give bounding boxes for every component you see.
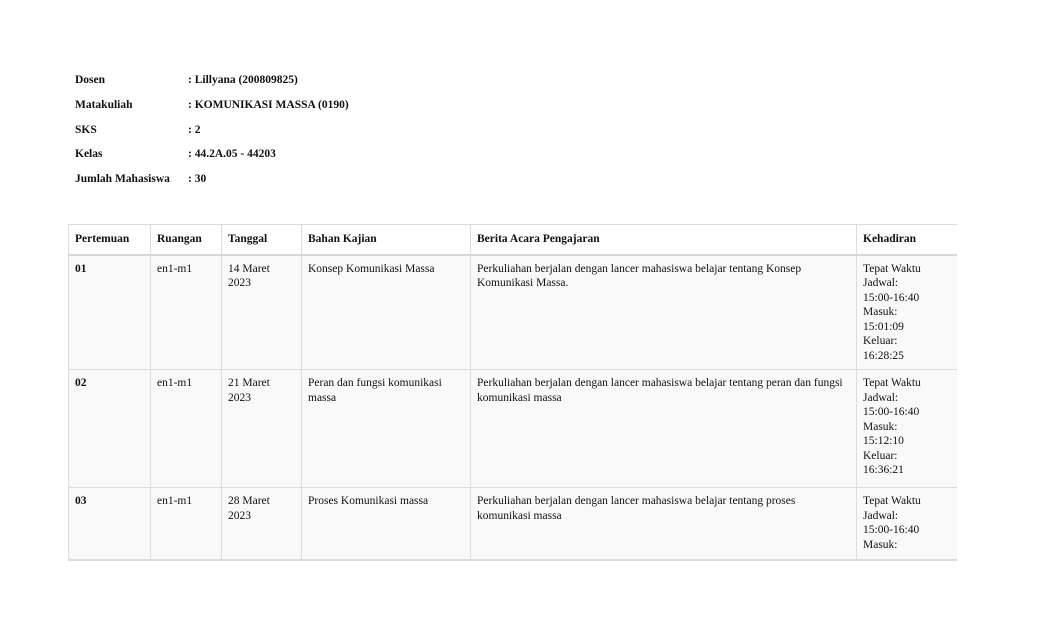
cell-pertemuan: 02 [69, 370, 151, 488]
cell-pertemuan: 01 [69, 255, 151, 370]
info-row-dosen [75, 74, 349, 99]
kehadiran-jadwal-label: Jadwal: [863, 509, 899, 522]
cell-tanggal: 21 Maret 2023 [222, 370, 302, 488]
column-header-pertemuan: Pertemuan [69, 225, 151, 255]
kehadiran-masuk-label: Masuk: [863, 306, 898, 318]
kehadiran-masuk-label: Masuk: [863, 420, 898, 433]
column-header-ruangan: Ruangan [151, 225, 222, 255]
column-header-kehadiran: Kehadiran [857, 225, 958, 255]
info-label: SKS [75, 123, 97, 136]
table-row [69, 255, 958, 370]
kehadiran-keluar: 16:36:21 [863, 464, 904, 476]
cell-ruangan: en1-m1 [151, 370, 222, 488]
cell-berita-acara: Perkuliahan berjalan dengan lancer mahasiswa belajar tentang Konsep Komunikasi Massa. [471, 255, 857, 370]
info-value: : KOMUNIKASI MASSA (0190) [188, 98, 349, 111]
kehadiran-jadwal: 15:00-16:40 [863, 524, 920, 536]
course-info [75, 74, 349, 198]
kehadiran-status: Tepat Waktu [863, 377, 921, 389]
kehadiran-jadwal-label: Jadwal: [863, 391, 899, 404]
info-label: Kelas [75, 148, 103, 161]
cell-ruangan: en1-m1 [151, 488, 222, 560]
table-header-row [69, 225, 958, 255]
cell-berita-acara: Perkuliahan berjalan dengan lancer mahasiswa belajar tentang proses komunikasi massa [471, 488, 857, 560]
table-row [69, 370, 958, 488]
cell-berita-acara: Perkuliahan berjalan dengan lancer mahasiswa belajar tentang peran dan fungsi komunikasi massa [471, 370, 857, 488]
cell-bahan-kajian: Peran dan fungsi komunikasi massa [302, 370, 471, 488]
kehadiran-status: Tepat Waktu [863, 495, 921, 507]
column-header-tanggal: Tanggal [222, 225, 302, 255]
kehadiran-masuk: 15:12:10 [863, 435, 904, 447]
kehadiran-jadwal-label: Jadwal: [863, 277, 899, 289]
info-value: : 30 [188, 173, 207, 186]
kehadiran-masuk-label: Masuk: [863, 538, 898, 551]
cell-tanggal: 28 Maret 2023 [222, 488, 302, 560]
cell-kehadiran [857, 370, 958, 488]
info-value: : Lillyana (200809825) [188, 74, 298, 86]
cell-ruangan: en1-m1 [151, 255, 222, 370]
info-value: : 2 [188, 123, 201, 136]
info-row-kelas [75, 148, 349, 173]
cell-tanggal: 14 Maret 2023 [222, 255, 302, 370]
attendance-table-wrapper [68, 224, 957, 561]
column-header-bahan-kajian: Bahan Kajian [302, 225, 471, 255]
info-value: : 44.2A.05 - 44203 [188, 148, 276, 161]
cell-pertemuan: 03 [69, 488, 151, 560]
info-row-jumlah-mahasiswa [75, 173, 349, 198]
cell-bahan-kajian: Proses Komunikasi massa [302, 488, 471, 560]
info-label: Dosen [75, 74, 106, 86]
kehadiran-keluar-label: Keluar: [863, 449, 898, 462]
kehadiran-jadwal: 15:00-16:40 [863, 291, 920, 304]
attendance-table [68, 224, 957, 560]
column-header-berita-acara: Berita Acara Pengajaran [471, 225, 857, 255]
kehadiran-masuk: 15:01:09 [863, 320, 904, 333]
cell-kehadiran [857, 255, 958, 370]
cell-kehadiran [857, 488, 958, 560]
table-row [69, 488, 958, 560]
kehadiran-jadwal: 15:00-16:40 [863, 406, 920, 418]
kehadiran-status: Tepat Waktu [863, 262, 921, 275]
info-label: Matakuliah [75, 98, 133, 111]
info-row-sks [75, 124, 349, 149]
kehadiran-keluar-label: Keluar: [863, 335, 898, 347]
info-label: Jumlah Mahasiswa [75, 173, 170, 186]
kehadiran-keluar: 16:28:25 [863, 349, 904, 362]
cell-bahan-kajian: Konsep Komunikasi Massa [302, 255, 471, 370]
info-row-matakuliah [75, 99, 349, 124]
